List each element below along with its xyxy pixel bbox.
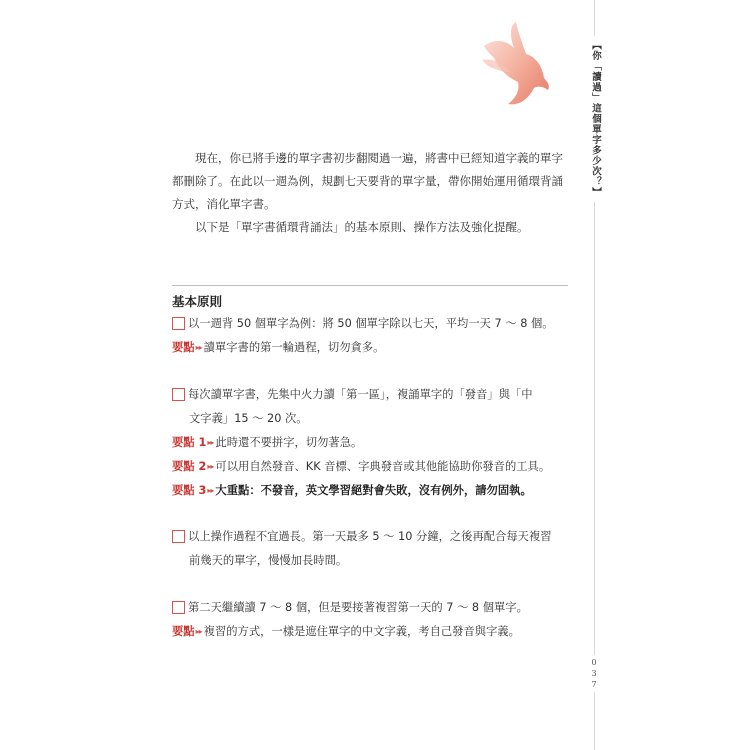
page-number xyxy=(588,655,600,692)
running-head: 【你「讀過」這個單字多少次？】 xyxy=(586,36,602,202)
key-point-text: 此時還不要拼字，切勿著急。 xyxy=(215,436,363,449)
double-arrow-icon: ▸▸ xyxy=(195,343,202,352)
key-point-text: 可以用自然發音、KK 音標、字典發音或其他能協助你發音的工具。 xyxy=(215,460,551,473)
key-point xyxy=(172,336,592,360)
bird-illustration xyxy=(478,20,552,108)
item-text-continued: 前幾天的單字，慢慢加長時間。 xyxy=(189,554,348,567)
principle-item xyxy=(172,596,592,644)
principle-item xyxy=(172,525,592,573)
item-text: 每次讀單字書，先集中火力讀「第一區」，複誦單字的「發音」與「中 xyxy=(188,388,533,401)
item-text: 以一週背 50 個單字為例：將 50 個單字除以七天，平均一天 7 ～ 8 個。 xyxy=(188,317,554,330)
double-arrow-icon: ▸▸ xyxy=(195,627,202,636)
key-point-label: 要點 xyxy=(172,625,195,638)
key-point-text: 大重點：不發音，英文學習絕對會失敗，沒有例外，請勿固執。 xyxy=(215,484,532,497)
intro-paragraph: 以下是「單字書循環背誦法」的基本原則、操作方法及強化提醒。 xyxy=(195,220,529,234)
page-digit: 3 xyxy=(591,669,597,678)
key-point xyxy=(172,620,592,644)
double-arrow-icon: ▸▸ xyxy=(207,438,214,447)
double-arrow-icon: ▸▸ xyxy=(207,486,214,495)
page-digit: 0 xyxy=(591,658,597,667)
principle-item xyxy=(172,383,592,503)
key-point-label: 要點 3 xyxy=(172,484,207,497)
checkbox-icon xyxy=(172,317,185,330)
item-text: 第二天繼續讀 7 ～ 8 個，但是要接著複習第一天的 7 ～ 8 個單字。 xyxy=(188,601,528,614)
key-point-label: 要點 1 xyxy=(172,436,207,449)
key-point xyxy=(172,455,592,479)
double-arrow-icon: ▸▸ xyxy=(207,462,214,471)
checkbox-icon xyxy=(172,601,185,614)
intro-paragraph: 現在，你已將手邊的單字書初步翻閱過一遍，將書中已經知道字義的單字都刪除了。在此以一週為例，規劃七天要背的單字量，帶你開始運用循環背誦方式，消化單字書。 xyxy=(172,151,563,211)
section-title: 基本原則 xyxy=(172,285,568,310)
key-point xyxy=(172,431,592,455)
checkbox-icon xyxy=(172,388,185,401)
key-point-text: 複習的方式，一樣是遮住單字的中文字義，考自己發音與字義。 xyxy=(203,625,520,638)
key-point-text: 讀單字書的第一輪過程，切勿貪多。 xyxy=(203,341,385,354)
key-point xyxy=(172,479,592,503)
page-digit: 7 xyxy=(591,680,597,689)
key-point-label: 要點 xyxy=(172,341,195,354)
item-text-continued: 文字義」15 ～ 20 次。 xyxy=(189,412,308,425)
checkbox-icon xyxy=(172,530,185,543)
item-text: 以上操作過程不宜過長。第一天最多 5 ～ 10 分鐘，之後再配合每天複習 xyxy=(188,530,552,543)
intro-text xyxy=(172,147,572,239)
key-point-label: 要點 2 xyxy=(172,460,207,473)
principle-item xyxy=(172,312,592,360)
